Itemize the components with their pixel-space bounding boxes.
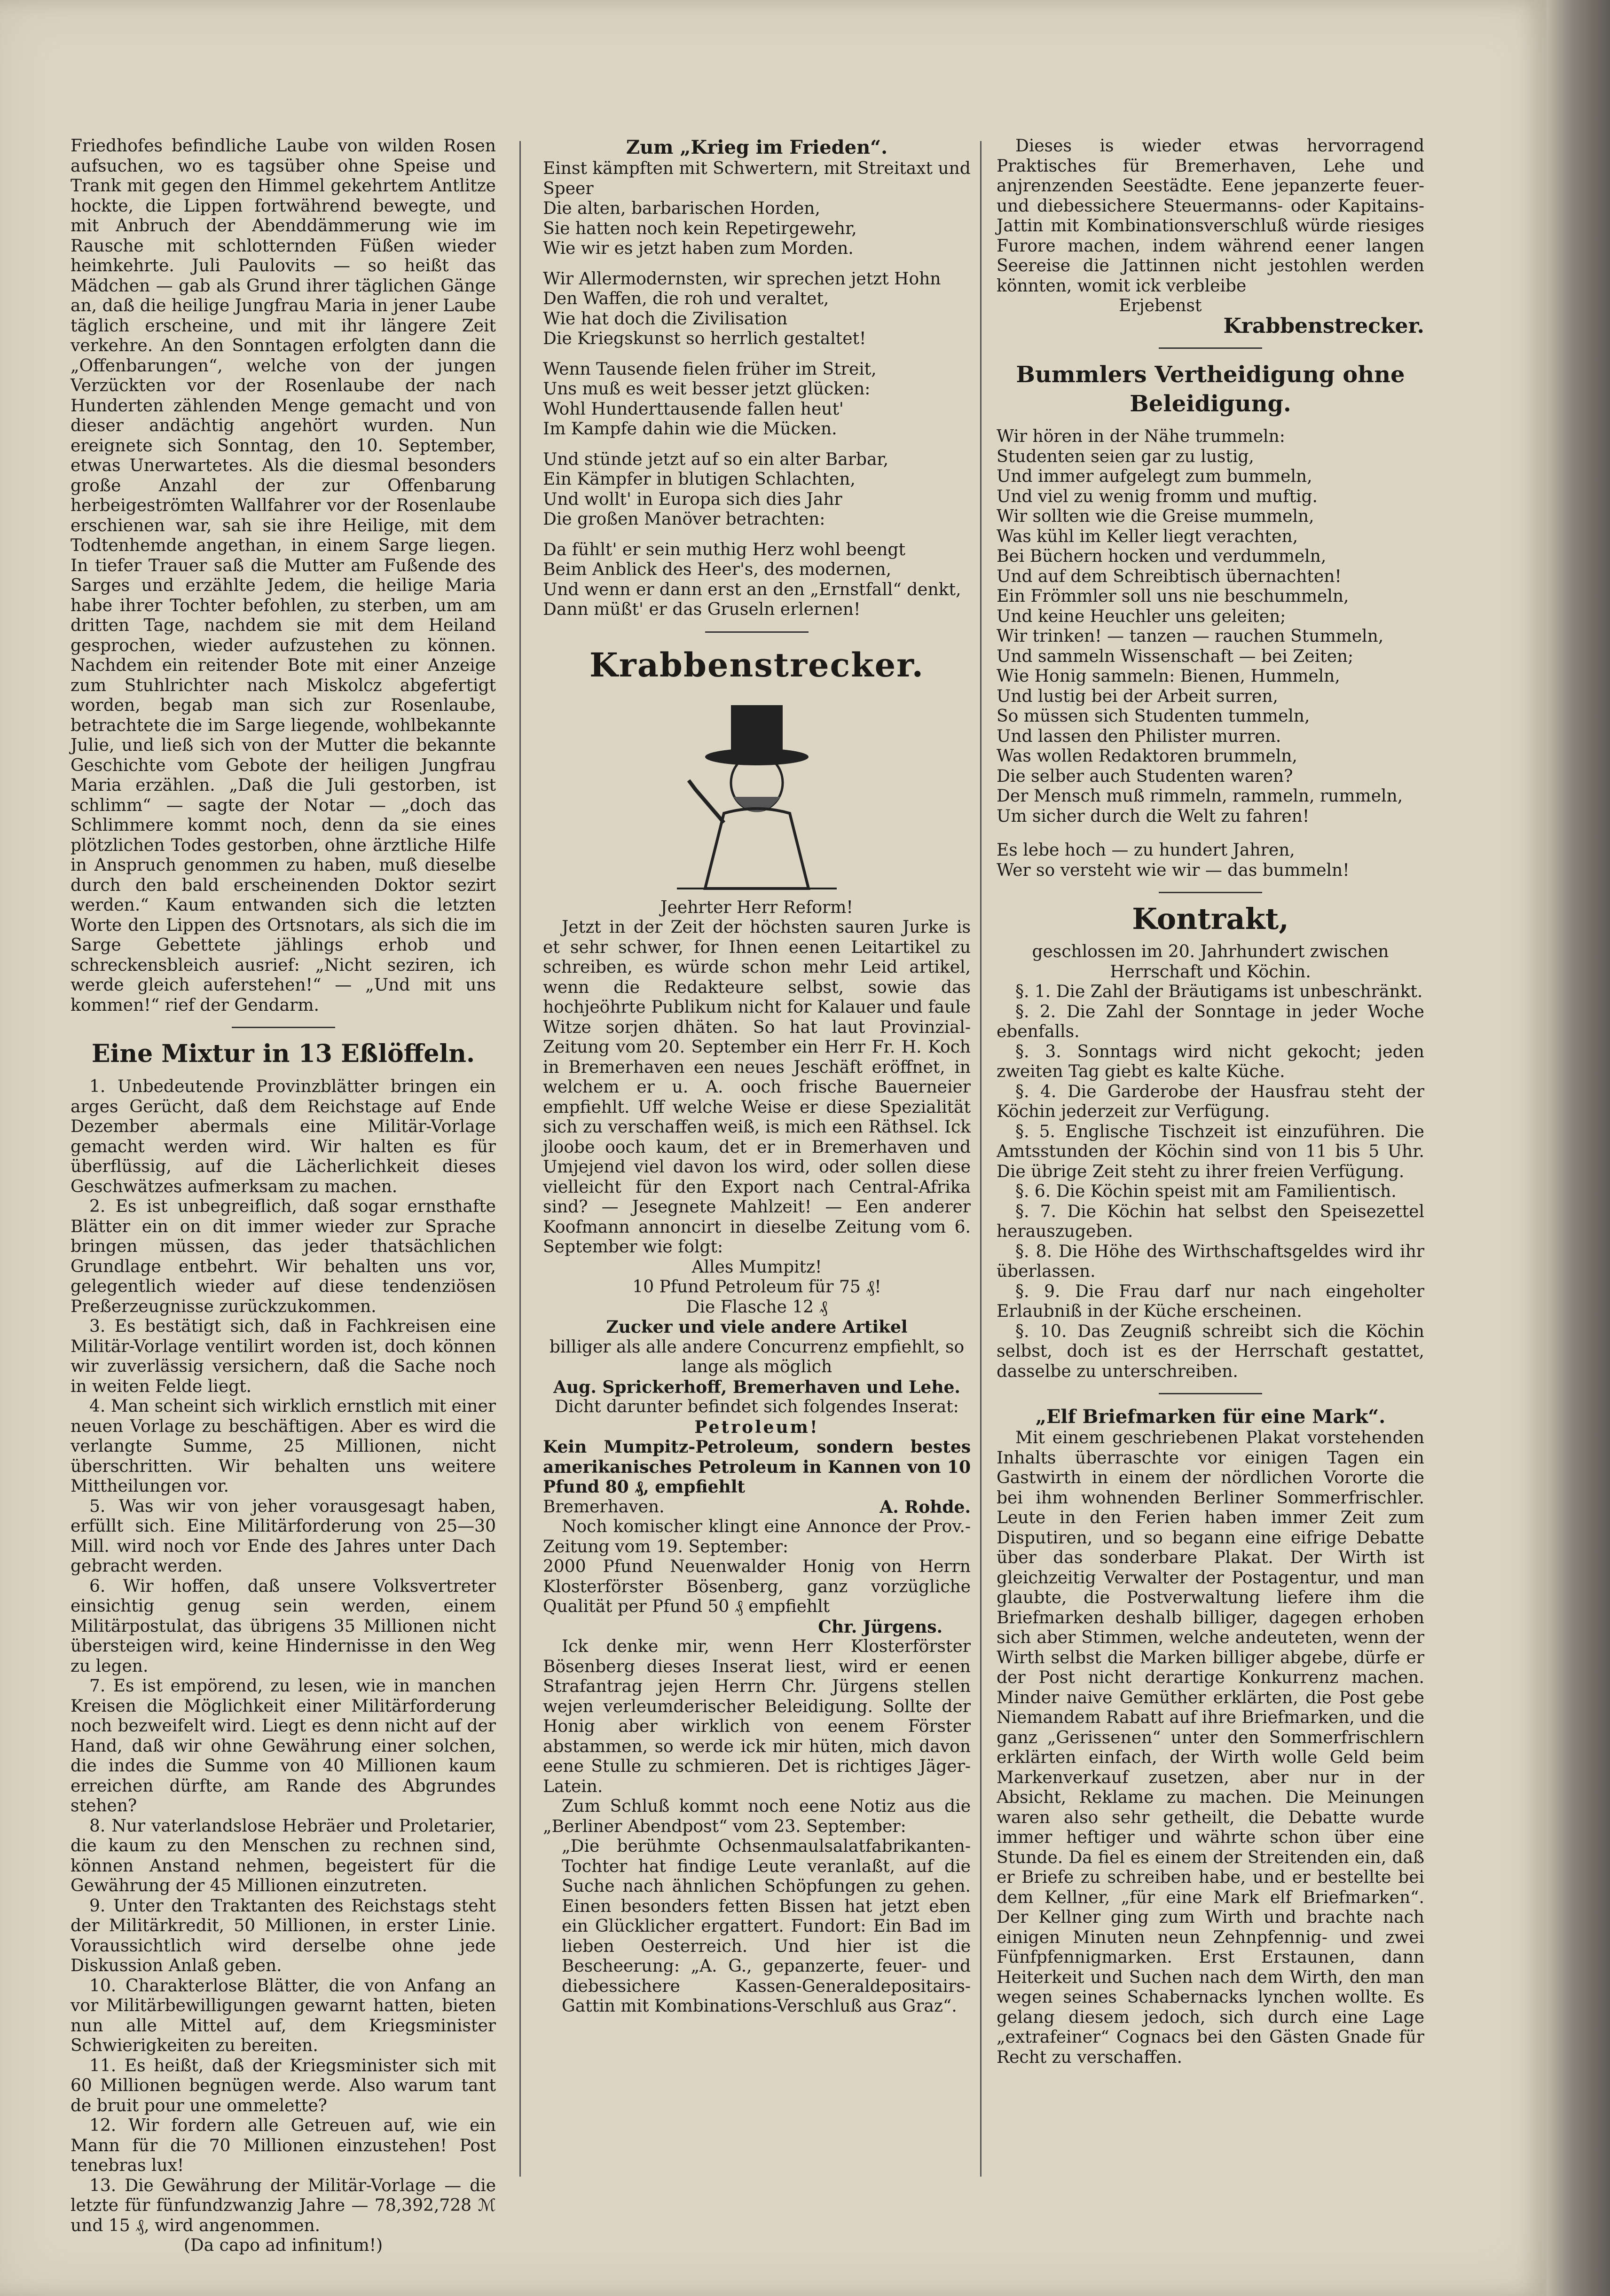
poem-line: Und sammeln Wissenschaft — bei Zeiten;: [997, 646, 1354, 666]
advert-line: Alles Mumpitz!: [691, 1257, 822, 1277]
column-rule-2: [980, 141, 982, 2177]
krabben-salutation: Jeehrter Herr Reform!: [660, 897, 853, 917]
poem-stanza: [543, 269, 971, 349]
poem-line: Wie wir es jetzt haben zum Morden.: [543, 239, 854, 258]
advert-honig-signature: Chr. Jürgens.: [818, 1617, 942, 1637]
poem-line: Wie Honig sammeln: Bienen, Hummeln,: [997, 667, 1340, 686]
poem-line: Es lebe hoch — zu hundert Jahren,: [997, 841, 1295, 860]
poem-line: Die alten, barbarischen Horden,: [543, 199, 820, 218]
separator: [1159, 892, 1262, 893]
poem-line: Wir Allermodernsten, wir sprechen jetzt Hohn: [543, 269, 941, 289]
kontrakt-item: §. 8. Die Höhe des Wirthschaftsgeldes wird ihr überlassen.: [997, 1242, 1424, 1281]
krieg-title: Zum „Krieg im Frieden“.: [626, 136, 888, 158]
advert-petroleum-title: Petroleum!: [694, 1417, 819, 1437]
poem-line: Einst kämpften mit Schwertern, mit Streitaxt und Speer: [543, 159, 971, 198]
poem-line: Und viel zu wenig fromm und muftig.: [997, 487, 1318, 506]
poem-line: Wenn Tausende fielen früher im Streit,: [543, 359, 877, 379]
poem-line: Beim Anblick des Heer's, des modernen,: [543, 560, 892, 579]
poem-line: Und immer aufgelegt zum bummeln,: [997, 467, 1312, 486]
advert-petroleum-text: Kein Mumpitz-Petroleum, sondern bestes amerikanisches Petroleum in Kannen von 10 Pfund 80 ₰, empfiehlt: [543, 1437, 971, 1497]
poem-line: Die selber auch Studenten waren?: [997, 766, 1293, 786]
poem-line: Bei Büchern hocken und verdummeln,: [997, 547, 1327, 566]
mixtur-item: 8. Nur vaterlandslose Hebräer und Proletarier, die kaum zu den Menschen zu rechnen sind, können Anstand nehmen, begeistert für die Gewährung der 45 Millionen einzutreten.: [71, 1816, 496, 1895]
poem-line: Wer so versteht wie wir — das bummeln!: [997, 860, 1350, 880]
mixtur-item: 11. Es heißt, daß der Kriegsminister sich mit 60 Millionen begnügen werde. Also warum tant de bruit pour une ommelette?: [71, 2056, 496, 2115]
poem-line: Der Mensch muß rimmeln, rammeln, rummeln,: [997, 786, 1403, 806]
advert-line: Aug. Sprickerhoff, Bremerhaven und Lehe.: [553, 1377, 960, 1397]
separator: [705, 631, 809, 633]
advert-mumpitz: [543, 1258, 971, 1398]
poem-line: Ein Frömmler soll uns nie beschummeln,: [997, 587, 1349, 606]
poem-line: Die Kriegskunst so herrlich gestaltet!: [543, 329, 866, 348]
mixtur-title: Eine Mixtur in 13 Eßlöffeln.: [91, 1039, 475, 1068]
letter-signature: Krabbenstrecker.: [1223, 314, 1424, 338]
kontrakt-item: §. 1. Die Zahl der Bräutigams ist unbeschränkt.: [1015, 982, 1423, 1001]
kontrakt-item: §. 2. Die Zahl der Sonntage in jeder Woche ebenfalls.: [997, 1002, 1424, 1041]
poem-line: Wir sollten wie die Greise mummeln,: [997, 507, 1314, 526]
bummler-poem: [997, 427, 1424, 881]
mixtur-item: 5. Was wir von jeher vorausgesagt haben, erfüllt sich. Eine Militärforderung von 25—30 Mill. wird noch vor Ende des Jahres unter Dach gebracht werden.: [71, 1496, 496, 1576]
mixtur-item: 7. Es ist empörend, zu lesen, wie in manchen Kreisen die Möglichkeit einer Militärforderung noch bezweifelt wird. Liegt es denn nicht auf der Hand, daß wir ohne Gewährung einer solchen, die indes die Summe von 40 Millionen kaum erreichen dürfte, am Rande des Abgrundes stehen?: [71, 1676, 496, 1816]
mixtur-list: [71, 1077, 496, 2236]
kontrakt-item: §. 3. Sonntags wird nicht gekocht; jeden zweiten Tag giebt es kalte Küche.: [997, 1042, 1424, 1081]
column-rule-1: [519, 141, 521, 2177]
advert-line: Zucker und viele andere Artikel: [606, 1317, 908, 1337]
advert-signature: A. Rohde.: [880, 1497, 971, 1517]
poem-stanza: [543, 360, 971, 440]
letter-closing: Erjebenst: [1119, 296, 1202, 315]
poem-line: Und lustig bei der Arbeit surren,: [997, 686, 1278, 706]
mixtur-end: (Da capo ad infinitum!): [183, 2236, 383, 2255]
poem-line: Und keine Heuchler uns geleiten;: [997, 606, 1286, 626]
poem-line: Wohl Hunderttausende fallen heut': [543, 399, 844, 419]
mixtur-item: 6. Wir hoffen, daß unsere Volksvertreter einsichtig genug sein werden, einem Militärpostulat, das übrigens 35 Millionen nicht übersteigen wird, keine Hindernisse in den Weg zu legen.: [71, 1576, 496, 1676]
poem-line: Im Kampfe dahin wie die Mücken.: [543, 419, 837, 439]
poem-line: Sie hatten noch kein Repetirgewehr,: [543, 219, 857, 238]
krieg-poem: [543, 159, 971, 620]
poem-line: Um sicher durch die Welt zu fahren!: [997, 806, 1310, 826]
kontrakt-item: §. 6. Die Köchin speist mit am Familientisch.: [1015, 1182, 1397, 1201]
advert-line: Die Flasche 12 ₰: [686, 1297, 828, 1317]
caricature-illustration: [668, 696, 846, 893]
separator: [1159, 1393, 1262, 1394]
kontrakt-list: [997, 982, 1424, 1382]
poem-line: Wir hören in der Nähe trummeln:: [997, 427, 1285, 446]
poem-line: Und stünde jetzt auf so ein alter Barbar,: [543, 449, 889, 469]
advert-honig-text: 2000 Pfund Neuenwalder Honig von Herrn Klosterförster Bösenberg, ganz vorzügliche Qualität per Pfund 50 ₰ empfiehlt: [543, 1557, 971, 1616]
advert-honig-intro: Noch komischer klingt eine Annonce der Prov.-Zeitung vom 19. September:: [543, 1517, 971, 1557]
column-3: [997, 136, 1424, 2068]
elf-text: Mit einem geschriebenen Plakat vorstehenden Inhalts überraschte vor einigen Tagen ein Gastwirth in einem der nördlichen Vororte die bei ihm wohnenden Berliner Sommerfrischler. Leute in den Ferien haben immer Zeit zum Disputiren, und so begann eine eifrige Debatte über das sonderbare Plakat. Der Wirth ist gleichzeitig Verwalter der Postagentur, und man glaubte, die Postverwaltung liefere ihm die Briefmarken deshalb billiger, dagegen erhoben sich aber Stimmen, welche andeuteten, wenn der Wirth selbst die Marken billiger abgebe, dürfe er der Post nicht derartige Konkurrenz machen. Minder naive Gemüther erklärten, die Post gebe Niemandem Rabatt auf ihre Briefmarken, und die ganz „Gerissenen“ unter den Sommerfrischlern erklärten einfach, der Wirth wolle Geld beim Markenverkauf zusetzen, aber nur in der Absicht, Reklame zu machen. Die Meinungen waren also sehr getheilt, die Debatte wurde immer heftiger und währte schon über eine Stunde. Da fiel es einem der Streitenden ein, daß er Briefe zu schreiben habe, und er bestellte bei dem Kellner, „für eine Mark elf Briefmarken“. Der Kellner ging zum Wirth und brachte nach einigen Minuten neun Zehnpfennig- und zwei Fünfpfennigmarken. Erst Erstaunen, dann Heiterkeit und Suchen nach dem Wirth, den man wegen seines Schabernacks lynchen wollte. Es gelang diesem jedoch, sich durch eine Lage „extrafeiner“ Cognacs bei den Gästen Gnade für Recht zu verschaffen.: [997, 1428, 1424, 2067]
krabben-title: Krabbenstrecker.: [589, 645, 925, 684]
article-continuation: Friedhofes befindliche Laube von wilden Rosen aufsuchen, wo es tagsüber ohne Speise und Trank mit gegen den Himmel gekehrtem Antlitze hockte, die Lippen fortwährend bewegte, und mit Anbruch der Abenddämmerung wie im Rausche mit schlotternden Füßen wieder heimkehrte. Juli Paulovits — so heißt das Mädchen — gab als Grund ihrer täglichen Gänge an, daß die heilige Jungfrau Maria in jener Laube täglich erscheine, und mit ihr längere Zeit verkehre. An den Sonntagen erfolgten dann die „Offenbarungen“, welche von der jungen Verzückten vor der Rosenlaube der nach Hunderten zählenden Menge gemacht und von dieser andächtig angehört wurden. Nun ereignete sich Sonntag, den 10. September, etwas Unerwartetes. Als die diesmal besonders große Anzahl der zur Offenbarung herbeigeströmten Wallfahrer vor der Rosenlaube erschienen war, sah sie ihre Heilige, mit dem Todtenhemde angethan, in einem Sarge liegen. In tiefer Trauer saß die Mutter am Fußende des Sarges und erzählte Jedem, die heilige Maria habe ihrer Tochter befohlen, zu sterben, um am dritten Tage, nachdem sie mit dem Heiland gesprochen, wieder aufzustehen zu können. Nachdem ein reitender Bote mit einer Anzeige zum Stuhlrichter nach Miskolcz abgefertigt worden, begab man sich zur Rosenlaube, betrachtete die im Sarge liegende, wohlbekannte Julie, und ließ sich von der Mutter die bekannte Geschichte vom Gebote der heiligen Jungfrau Maria erzählen. „Daß die Juli gestorben, ist schlimm“ — sagte der Notar — „doch das Schlimmere kommt noch, denn da sie eines plötzlichen Todes gestorben, ohne ärztliche Hilfe in Anspruch genommen zu haben, muß dieselbe durch den bald erscheinenden Doktor sezirt werden.“ Kaum entwanden sich die letzten Worte den Lippen des Ortsnotars, als sich die im Sarge Gebettete jählings erhob und schreckensbleich ausrief: „Nicht seziren, ich werde gleich auferstehen!“ — „Und mit uns kommen!“ rief der Gendarm.: [71, 136, 496, 1015]
poem-line: Wir trinken! — tanzen — rauchen Stummeln,: [997, 627, 1384, 646]
mixtur-item: 12. Wir fordern alle Getreuen auf, wie ein Mann für die 70 Millionen einzustehen! Post tenebras lux!: [71, 2116, 496, 2175]
poem-line: Und lassen den Philister murren.: [997, 726, 1281, 746]
poem-stanza: [543, 450, 971, 530]
kontrakt-item: §. 9. Die Frau darf nur nach eingeholter Erlaubniß in der Küche erscheinen.: [997, 1282, 1424, 1321]
stanza-gap: [997, 826, 1424, 841]
poem-line: Die großen Manöver betrachten:: [543, 510, 825, 529]
elf-title: „Elf Briefmarken für eine Mark“.: [1035, 1406, 1386, 1428]
poem-line: Uns muß es weit besser jetzt glücken:: [543, 379, 871, 399]
kontrakt-item: §. 7. Die Köchin hat selbst den Speisezettel herauszugeben.: [997, 1202, 1424, 1241]
poem-line: Da fühlt' er sein muthig Herz wohl beengt: [543, 540, 905, 559]
krabben-paragraph: Jetzt in der Zeit der höchsten sauren Jurke is et sehr schwer, for Ihnen eenen Leitartikel zu schreiben, es würde schon mehr Leid artikel, wenn die Redakteure selbst, sowie das hochjeöhrte Publikum nicht for Kalauer und faule Witze sorjen dhäten. So hat laut Provinzial-Zeitung vom 20. September ein Herr Fr. H. Koch in Bremerhaven een neues Jeschäft eröffnet, in welchem er u. A. ooch frische Bauerneier empfiehlt. Uff welche Weise er diese Spezialität sich zu verschaffen weiß, is mich een Räthsel. Ick jloobe ooch kaum, det er in Bremerhaven und Umjejend viel davon los wird, oder sollen diese vielleicht für den Export nach Central-Afrika sind? — Jesegnete Mahlzeit! — Een anderer Koofmann annoncirt in dieselbe Zeitung vom 6. September wie folgt:: [543, 918, 971, 1257]
poem-line: Studenten seien gar zu lustig,: [997, 447, 1254, 466]
poem-line: Wie hat doch die Zivilisation: [543, 309, 788, 329]
mixtur-item: 2. Es ist unbegreiflich, daß sogar ernsthafte Blätter ein on dit immer wieder zur Sprache bringen müssen, das jeder thatsächlichen Grundlage entbehrt. Wir behalten uns vor, gelegentlich wieder auf diese tendenziösen Preßerzeugnisse zurückzukommen.: [71, 1197, 496, 1316]
advert-intro: Dicht darunter befindet sich folgendes Inserat:: [555, 1397, 959, 1416]
poem-line: Und wollt' in Europa sich dies Jahr: [543, 489, 842, 509]
poem-line: Dann müßt' er das Gruseln erlernen!: [543, 600, 861, 619]
kontrakt-subtitle: geschlossen im 20. Jahrhundert zwischen Herrschaft und Köchin.: [1032, 942, 1389, 982]
separator: [1159, 347, 1262, 349]
bummler-title: Bummlers Vertheidigung ohne Beleidigung.: [1016, 362, 1405, 417]
mixtur-item: 9. Unter den Traktanten des Reichstags steht der Militärkredit, 50 Millionen, in erster Linie. Voraussichtlich wird derselbe ohne jede Diskussion Anlaß geben.: [71, 1896, 496, 1975]
krabben-quote: „Die berühmte Ochsenmaulsalatfabrikanten-Tochter hat findige Leute veranlaßt, auf die Suche nach ähnlichen Schöpfungen zu gehen. Einen besonders fetten Bissen hat jetzt eben ein Glücklicher ergattert. Fundort: Ein Bad im lieben Oesterreich. Und hier ist die Bescheerung: „A. G., gepanzerte, feuer- und diebessichere Kassen-Generaldepositairs-Gattin mit Kombinations-Verschluß aus Graz“.: [562, 1837, 971, 2016]
mixtur-item: 4. Man scheint sich wirklich ernstlich mit einer neuen Vorlage zu beschäftigen. Aber es wird die verlangte Summe, 25 Millionen, nicht überschritten. Wir behalten uns weitere Mittheilungen vor.: [71, 1397, 496, 1496]
advert-place: Bremerhaven.: [543, 1497, 665, 1517]
poem-line: Und auf dem Schreibtisch übernachten!: [997, 566, 1342, 586]
column-1: [71, 136, 496, 2256]
advert-line: 10 Pfund Petroleum für 75 ₰!: [632, 1277, 881, 1297]
poem-stanza: [543, 159, 971, 259]
column-2: [543, 136, 971, 2017]
page-edge-shadow: [1547, 0, 1610, 2296]
kontrakt-item: §. 10. Das Zeugniß schreibt sich die Köchin selbst, doch ist es der Herrschaft gestattet, dasselbe zu unterschreiben.: [997, 1321, 1424, 1381]
letter-conclusion: Dieses is wieder etwas hervorragend Praktisches für Bremerhaven, Lehe und anjrenzenden Seestädte. Eene jepanzerte feuer- und diebessichere Steuermanns- oder Kapitains-Jattin mit Kombinationsverschluß würde riesiges Furore machen, indem während eener langen Seereise die Jattinnen nicht jestohlen werden könnten, womit ick verbleibe: [997, 136, 1424, 296]
krabben-paragraph-2: Ick denke mir, wenn Herr Klosterförster Bösenberg dieses Inserat liest, wird er eenen Strafantrag jejen Herrn Chr. Jürgens stellen wejen verleumderischer Beleidigung. Sollte der Honig aber wirklich von eenem Förster abstammen, so werde ick mir hüten, mich davon eene Stulle zu schmieren. Det is richtiges Jäger-Latein.: [543, 1637, 971, 1796]
poem-line: Und wenn er dann erst an den „Ernstfall“ denkt,: [543, 580, 961, 599]
mixtur-item: 3. Es bestätigt sich, daß in Fachkreisen eine Militär-Vorlage ventilirt worden ist, doch können wir zuverlässig versichern, daß die Sache noch in weiten Felde liegt.: [71, 1317, 496, 1396]
poem-stanza: [543, 540, 971, 620]
kontrakt-item: §. 5. Englische Tischzeit ist einzuführen. Die Amtsstunden der Köchin sind von 11 bis 5 Uhr. Die übrige Zeit steht zu ihrer freien Verfügung.: [997, 1122, 1424, 1181]
separator: [232, 1027, 335, 1028]
mixtur-item: 1. Unbedeutende Provinzblätter bringen ein arges Gerücht, daß dem Reichstage auf Ende Dezember abermals eine Militär-Vorlage gemacht werden wird. Wir halten es für überflüssig, auf die Lächerlichkeit dieses Geschwätzes aufmerksam zu machen.: [71, 1077, 496, 1196]
poem-line: Was wollen Redaktoren brummeln,: [997, 747, 1297, 766]
krabben-paragraph-3: Zum Schluß kommt noch eene Notiz aus die „Berliner Abendpost“ vom 23. September:: [543, 1797, 971, 1836]
advert-petroleum-footer: [543, 1497, 971, 1518]
poem-line: Den Waffen, die roh und veraltet,: [543, 289, 829, 308]
poem-line: Was kühl im Keller liegt verachten,: [997, 527, 1298, 546]
poem-line: Ein Kämpfer in blutigen Schlachten,: [543, 470, 856, 489]
advert-line: billiger als alle andere Concurrenz empfiehlt, so lange als möglich: [549, 1337, 965, 1376]
mixtur-item: 10. Charakterlose Blätter, die von Anfang an vor Militärbewilligungen gewarnt hatten, bieten nun alle Mittel auf, dem Kriegsminister Schwierigkeiten zu bereiten.: [71, 1976, 496, 2055]
mixtur-item: 13. Die Gewährung der Militär-Vorlage — die letzte für fünfundzwanzig Jahre — 78,392,728 ℳ und 15 ₰, wird angenommen.: [71, 2176, 496, 2235]
kontrakt-title: Kontrakt,: [1132, 902, 1289, 936]
poem-line: So müssen sich Studenten tummeln,: [997, 707, 1310, 726]
kontrakt-item: §. 4. Die Garderobe der Hausfrau steht der Köchin jederzeit zur Verfügung.: [997, 1082, 1424, 1121]
